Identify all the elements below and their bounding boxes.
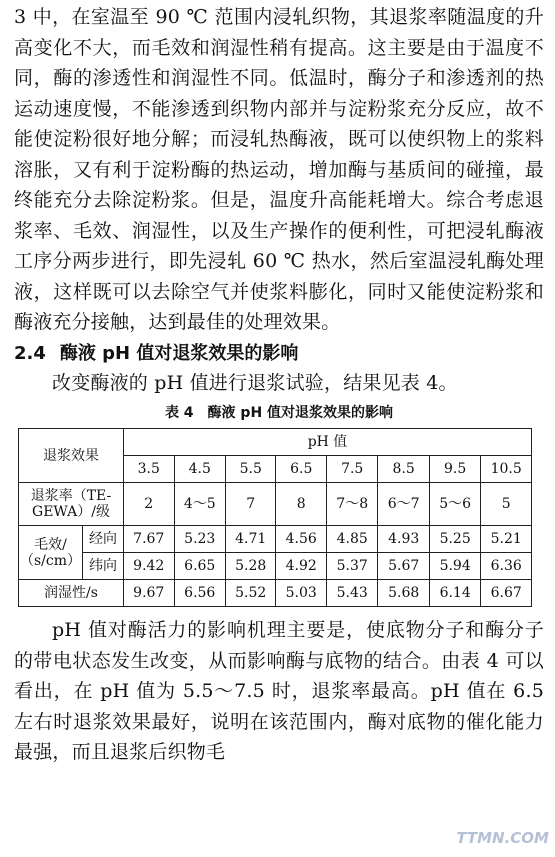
wettability-label: 润湿性/s xyxy=(19,580,124,607)
results-table xyxy=(18,428,532,607)
table-cell: 7～8 xyxy=(326,483,377,526)
section-number: 2.4 xyxy=(14,342,46,364)
table-cell: 5.25 xyxy=(429,526,480,553)
table-cell: 6.56 xyxy=(174,580,225,607)
table-cell: 4.56 xyxy=(276,526,327,553)
table-cell: 5.67 xyxy=(378,553,429,580)
table-cell: 6.14 xyxy=(429,580,480,607)
section-title: 酶液 pH 值对退浆效果的影响 xyxy=(59,342,299,364)
table-cell: 9.67 xyxy=(124,580,175,607)
table-cell: 9.42 xyxy=(124,553,175,580)
desizing-label: 退浆率（TE-GEWA）/级 xyxy=(19,483,124,526)
table-cell: 4.71 xyxy=(225,526,276,553)
table-cell: 8 xyxy=(276,483,327,526)
warp-label: 经向 xyxy=(83,526,124,553)
table-cell: 5.52 xyxy=(225,580,276,607)
table-cell: 4～5 xyxy=(174,483,225,526)
document-page xyxy=(14,2,544,768)
ph-value: 9.5 xyxy=(429,456,480,483)
table-cell: 7.67 xyxy=(124,526,175,553)
table-row-capillary-warp xyxy=(19,526,532,553)
table-cell: 5.21 xyxy=(481,526,532,553)
table-row-wettability xyxy=(19,580,532,607)
table-cell: 5.94 xyxy=(429,553,480,580)
corner-label: 退浆效果 xyxy=(19,429,124,483)
ph-value: 3.5 xyxy=(124,456,175,483)
table-cell: 4.93 xyxy=(378,526,429,553)
table-header-row xyxy=(19,429,532,456)
paragraph-temperature: 3 中，在室温至 90 ℃ 范围内浸轧织物，其退浆率随温度的升高变化不大，而毛效和润湿性稍有提高。这主要是由于温度不同，酶的渗透性和润湿性不同。低温时，酶分子和渗透剂的热运动速度慢，不能渗透到织物内部并与淀粉浆充分反应，故不能使淀粉很好地分解；而浸轧热酶液，既可以使织物上的浆料溶胀，又有利于淀粉酶的热运动，增加酶与基质间的碰撞，最终能充分去除淀粉浆。但是，温度升高能耗增大。综合考虑退浆率、毛效、润湿性，以及生产操作的便利性，可把浸轧酶液工序分两步进行，即先浸轧 60 ℃ 热水，然后室温浸轧酶处理液，这样既可以去除空气并使浆料膨化，同时又能使淀粉浆和酶液充分接触，达到最佳的处理效果。 xyxy=(14,6,544,333)
paragraph-ph-mechanism: pH 值对酶活力的影响机理主要是，使底物分子和酶分子的带电状态发生改变，从而影响酶与底物的结合。由表 4 可以看出，在 pH 值为 5.5～7.5 时，退浆率最高。pH 值在 6.5 左右时退浆效果最好，说明在该范围内，酶对底物的催化能力最强，而且退浆后织物毛 xyxy=(14,619,544,763)
paragraph-ph-intro: 改变酶液的 pH 值进行退浆试验，结果见表 4。 xyxy=(52,371,458,394)
section-heading xyxy=(14,340,544,368)
ph-value: 4.5 xyxy=(174,456,225,483)
ph-value: 6.5 xyxy=(276,456,327,483)
ph-value: 7.5 xyxy=(326,456,377,483)
table-cell: 5～6 xyxy=(429,483,480,526)
ph-header: pH 值 xyxy=(124,429,532,456)
table-cell: 7 xyxy=(225,483,276,526)
table-cell: 5.37 xyxy=(326,553,377,580)
table-row-desizing xyxy=(19,483,532,526)
table-cell: 6～7 xyxy=(378,483,429,526)
capillary-label: 毛效/（s/cm） xyxy=(19,526,83,580)
site-watermark: TTMN.COM xyxy=(456,829,549,847)
weft-label: 纬向 xyxy=(83,553,124,580)
table-cell: 6.36 xyxy=(481,553,532,580)
table-cell: 2 xyxy=(124,483,175,526)
table-caption: 表 4 酶液 pH 值对退浆效果的影响 xyxy=(164,405,394,421)
ph-value: 10.5 xyxy=(481,456,532,483)
table-cell: 6.65 xyxy=(174,553,225,580)
table-cell: 4.92 xyxy=(276,553,327,580)
table-row-capillary-weft xyxy=(19,553,532,580)
table-cell: 5.23 xyxy=(174,526,225,553)
table-cell: 5.28 xyxy=(225,553,276,580)
ph-value: 8.5 xyxy=(378,456,429,483)
table-cell: 4.85 xyxy=(326,526,377,553)
table-cell: 5.03 xyxy=(276,580,327,607)
table-cell: 5 xyxy=(481,483,532,526)
ph-value: 5.5 xyxy=(225,456,276,483)
table-cell: 5.68 xyxy=(378,580,429,607)
table-cell: 6.67 xyxy=(481,580,532,607)
table-cell: 5.43 xyxy=(326,580,377,607)
